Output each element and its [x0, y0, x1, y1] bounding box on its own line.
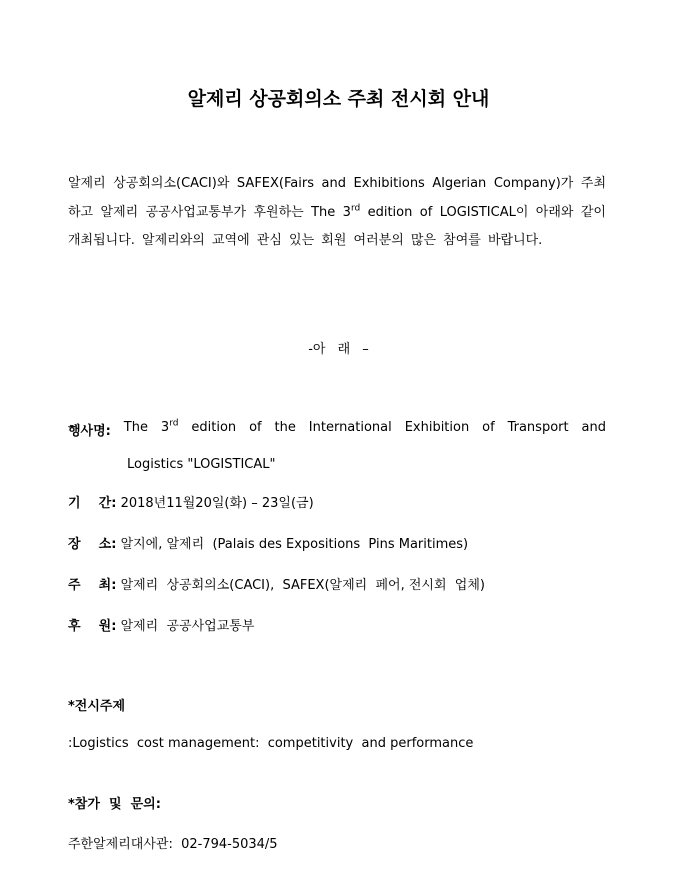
host-row	[68, 574, 606, 593]
host-value: 알제리 상공회의소(CACI), SAFEX(알제리 페어, 전시회 업체)	[120, 578, 485, 593]
word: the	[274, 420, 296, 435]
contact-value: 주한알제리대사관: 02-794-5034/5	[68, 837, 278, 852]
venue-row	[68, 533, 606, 552]
host-label: 주 최:	[68, 578, 117, 593]
word: Transport	[507, 420, 569, 435]
word: 3rd	[160, 418, 179, 435]
separator: -아 래 –	[308, 342, 369, 357]
period-value: 2018년11월20일(화) – 23일(금)	[120, 496, 314, 511]
sponsor-label: 후 원:	[68, 619, 117, 634]
page-title: 알제리 상공회의소 주최 전시회 안내	[187, 88, 490, 110]
event-name-line2: Logistics "LOGISTICAL"	[127, 457, 276, 472]
period-row	[68, 492, 606, 511]
word: edition	[191, 420, 237, 435]
theme-value: :Logistics cost management: competitivity and performance	[68, 736, 474, 751]
word: of	[482, 420, 495, 435]
theme-heading: *전시주제	[68, 699, 126, 714]
superscript: rd	[350, 203, 361, 214]
sponsor-value: 알제리 공공사업교통부	[120, 619, 255, 634]
period-label: 기 간:	[68, 496, 117, 511]
contact-heading: *참가 및 문의:	[68, 797, 161, 812]
event-label: 행사명:	[68, 424, 111, 439]
word: International	[308, 420, 392, 435]
venue-label: 장 소:	[68, 537, 117, 552]
intro-text: 알제리 상공회의소(CACI)와 SAFEX(Fairs and Exhibitions Algerian Company)가 주최하고 알제리 공공사업교통부가 후원하는 The 3	[68, 176, 606, 220]
sponsor-row	[68, 615, 606, 634]
word: and	[581, 420, 606, 435]
word: The	[123, 420, 148, 435]
event-name-row	[68, 420, 606, 439]
intro-text-cont: edition of LOGISTICAL이 아래와 같이 개최됩니다. 알제리와의 교역에 관심 있는 회원 여러분의 많은 참여를 바랍니다.	[68, 204, 606, 248]
intro-paragraph	[68, 170, 606, 256]
word: Exhibition	[404, 420, 470, 435]
venue-value: 알지에, 알제리 (Palais des Expositions Pins Maritimes)	[120, 537, 469, 552]
word: of	[249, 420, 262, 435]
